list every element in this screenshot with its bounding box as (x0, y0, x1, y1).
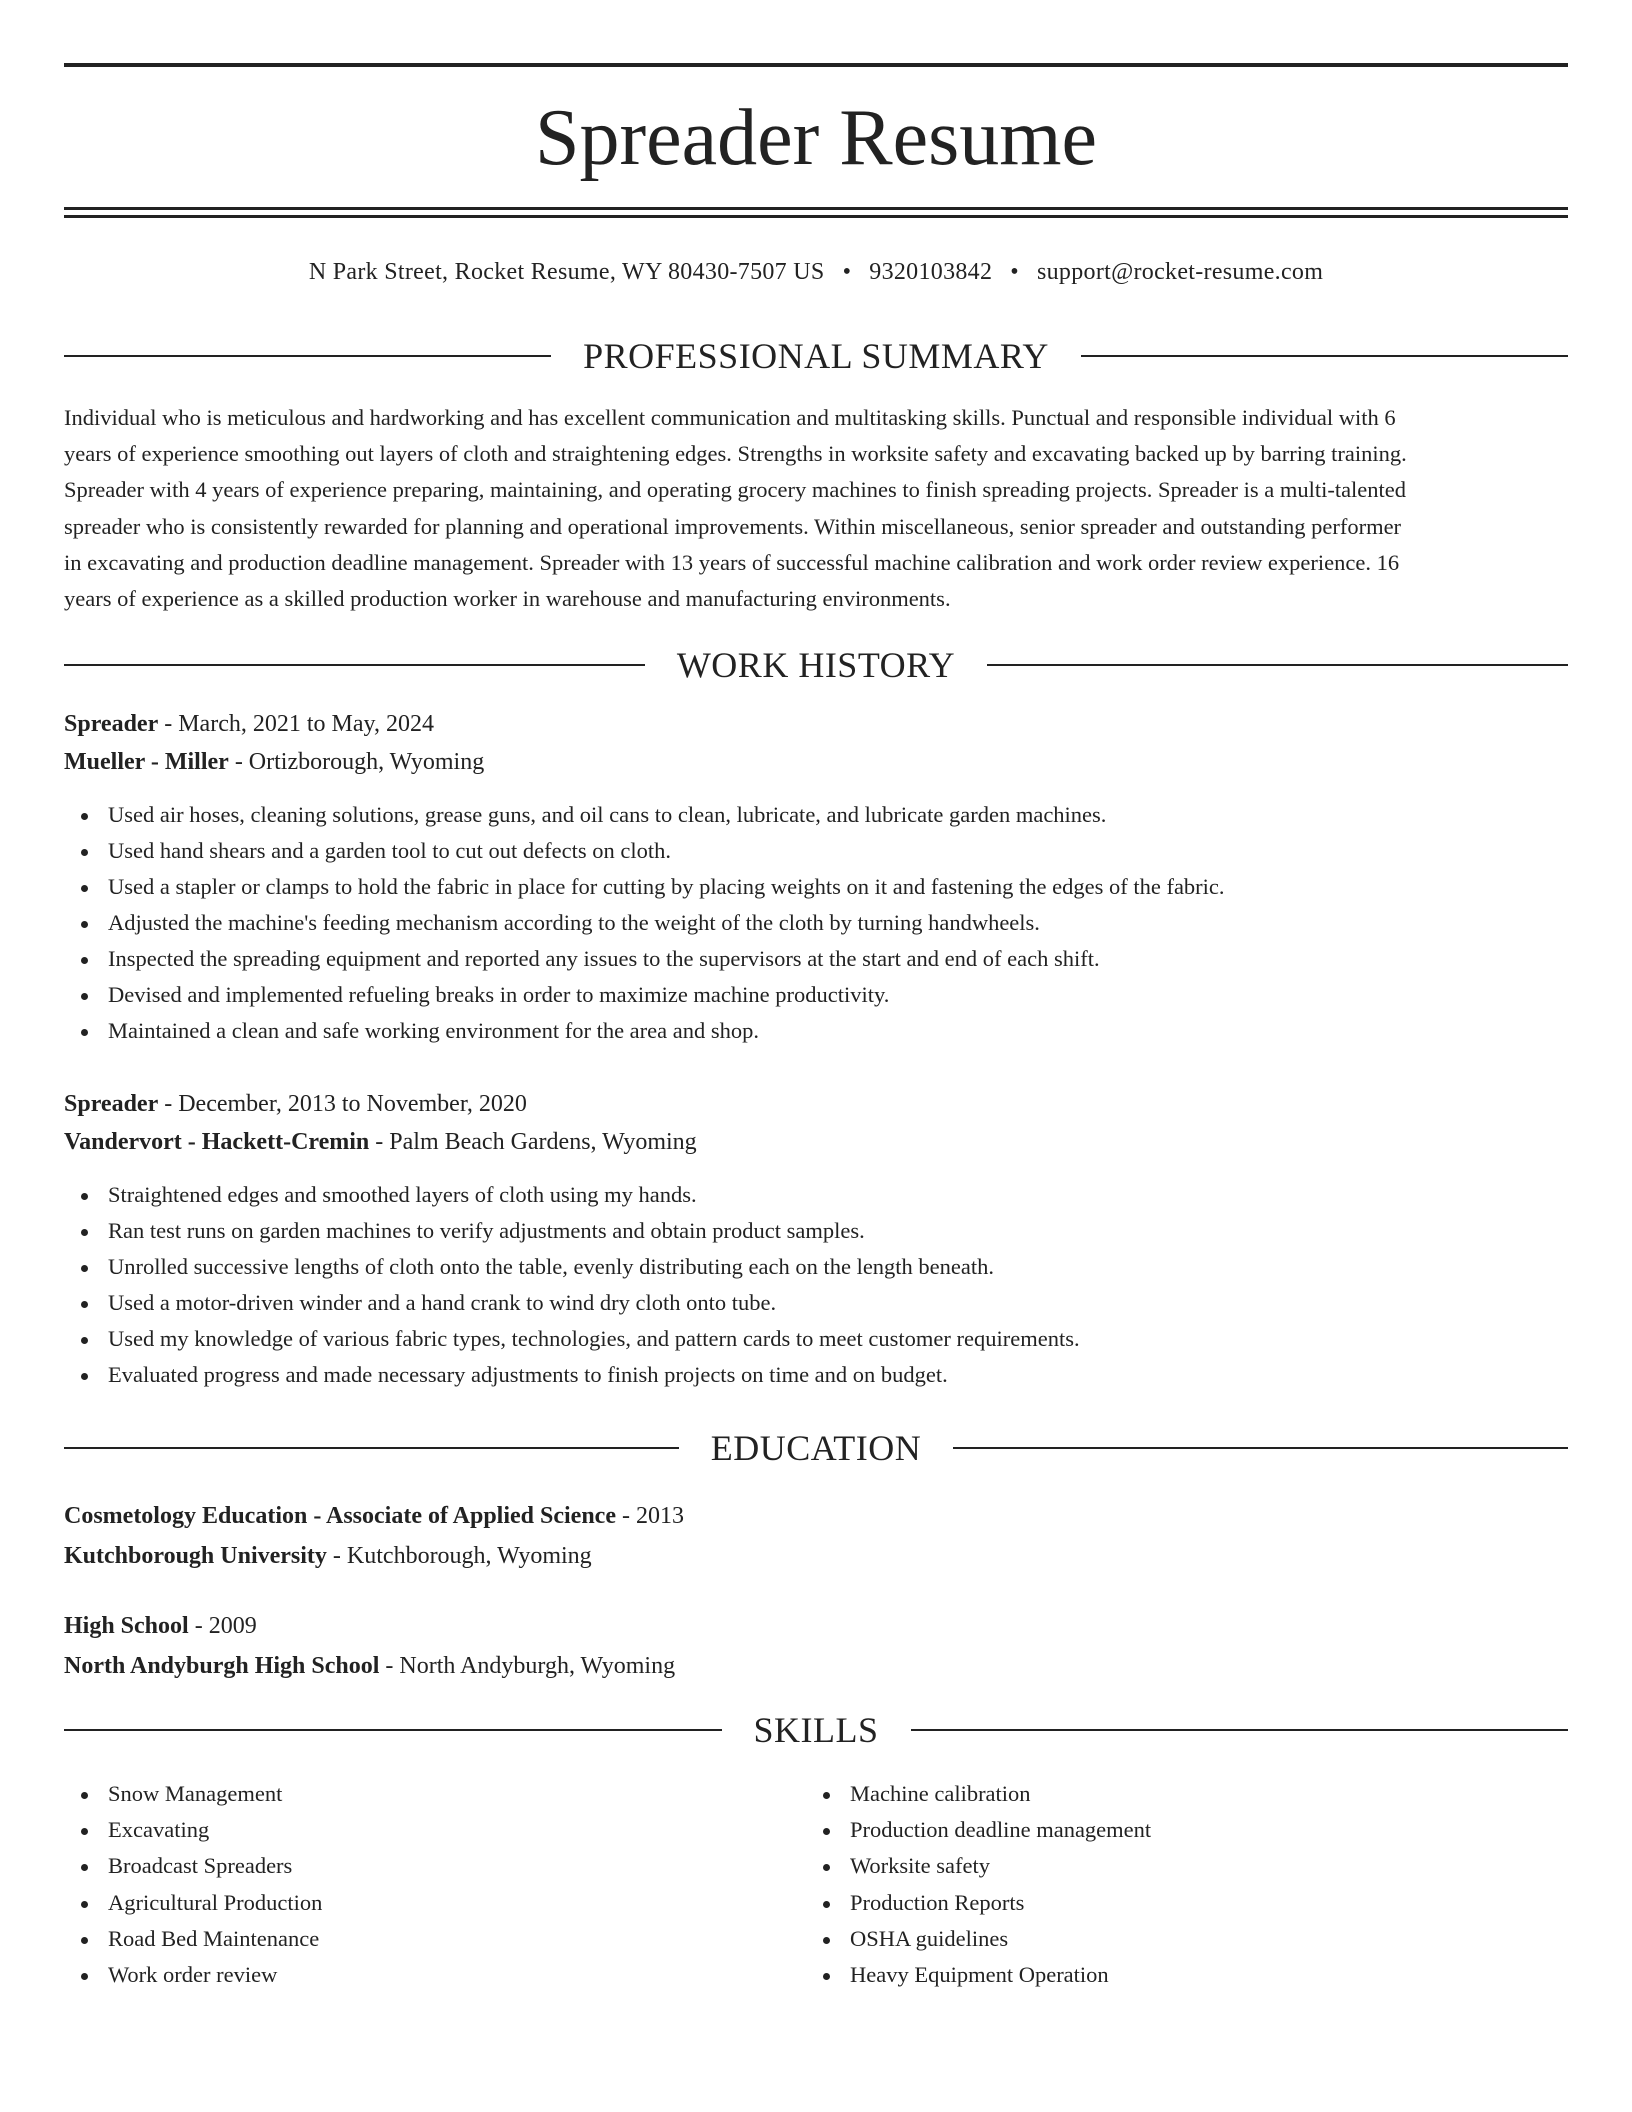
summary-line: Individual who is meticulous and hardworking and has excellent communication and multitasking skills. Punctual and responsible individual with 6 (64, 405, 1396, 430)
list-item: Used air hoses, cleaning solutions, grease guns, and oil cans to clean, lubricate, and lubricate garden machines. (64, 797, 1568, 833)
skills-list-left (64, 1776, 804, 1993)
contact-phone: 9320103842 (869, 259, 993, 285)
education-year: - 2009 (188, 1613, 257, 1639)
job-company: Vandervort - Hackett-Cremin (64, 1129, 370, 1155)
education-degree: Cosmetology Education - Associate of Applied Science (64, 1503, 616, 1529)
header-top-rule (64, 63, 1568, 67)
skills-list-right (806, 1776, 1546, 1993)
list-item: Inspected the spreading equipment and reported any issues to the supervisors at the start and end of each shift. (64, 941, 1568, 977)
job-header (64, 1085, 1568, 1161)
list-item: Used a motor-driven winder and a hand crank to wind dry cloth onto tube. (64, 1285, 1568, 1321)
section-title: EDUCATION (710, 1428, 922, 1468)
summary-paragraph (64, 400, 1568, 617)
skill-item: Machine calibration (806, 1776, 1546, 1812)
summary-line: in excavating and production deadline management. Spreader with 13 years of successful machine calibration and work order review experience. 16 (64, 549, 1400, 575)
contact-separator: • (842, 259, 852, 285)
education-location: - North Andyburgh, Wyoming (379, 1653, 676, 1679)
summary-line: spreader who is consistently rewarded for planning and operational improvements. Within miscellaneous, senior spreader and outstanding performer (64, 513, 1402, 539)
list-item: Adjusted the machine's feeding mechanism according to the weight of the cloth by turning handwheels. (64, 905, 1568, 941)
contact-address: N Park Street, Rocket Resume, WY 80430-7507 US (308, 259, 825, 285)
skill-item: OSHA guidelines (806, 1921, 1546, 1957)
job-duties-list (64, 797, 1568, 1049)
skill-item: Snow Management (64, 1776, 804, 1812)
skill-item: Production Reports (806, 1885, 1546, 1921)
list-item: Devised and implemented refueling breaks in order to maximize machine productivity. (64, 977, 1568, 1013)
education-entry (64, 1496, 1568, 1576)
skill-item: Excavating (64, 1812, 804, 1848)
skill-item: Worksite safety (806, 1848, 1546, 1884)
contact-separator: • (1010, 259, 1019, 285)
contact-email: support@rocket-resume.com (1036, 259, 1324, 285)
section-title: SKILLS (753, 1710, 879, 1750)
skill-item: Heavy Equipment Operation (806, 1957, 1546, 1993)
job-dates: - December, 2013 to November, 2020 (158, 1091, 527, 1117)
list-item: Used hand shears and a garden tool to cut out defects on cloth. (64, 833, 1568, 869)
list-item: Used a stapler or clamps to hold the fabric in place for cutting by placing weights on it and fastening the edges of the fabric. (64, 869, 1568, 905)
heading-rule (987, 664, 1568, 666)
summary-line: years of experience smoothing out layers of cloth and straightening edges. Strengths in worksite safety and excavating backed up by barring training. (64, 441, 1407, 467)
heading-rule (64, 1729, 722, 1731)
job-location: - Palm Beach Gardens, Wyoming (369, 1129, 697, 1155)
list-item: Maintained a clean and safe working environment for the area and shop. (64, 1013, 1568, 1049)
education-school: North Andyburgh High School (64, 1653, 380, 1679)
job-title: Spreader (64, 711, 159, 737)
job-duties-list (64, 1177, 1568, 1393)
job-title: Spreader (64, 1091, 159, 1117)
heading-rule (911, 1729, 1569, 1731)
heading-rule (64, 664, 645, 666)
skill-item: Production deadline management (806, 1812, 1546, 1848)
list-item: Evaluated progress and made necessary adjustments to finish projects on time and on budget. (64, 1357, 1568, 1393)
section-title: PROFESSIONAL SUMMARY (583, 336, 1049, 376)
summary-line: years of experience as a skilled production worker in warehouse and manufacturing environments. (64, 586, 951, 612)
list-item: Unrolled successive lengths of cloth onto the table, evenly distributing each on the length beneath. (64, 1249, 1568, 1285)
education-school: Kutchborough University (64, 1543, 327, 1569)
section-heading-education (64, 1428, 1568, 1468)
header-double-rule (64, 207, 1568, 218)
skill-item: Broadcast Spreaders (64, 1848, 804, 1884)
job-dates: - March, 2021 to May, 2024 (158, 711, 434, 737)
job-company: Mueller - Miller (64, 749, 229, 775)
heading-rule (953, 1447, 1568, 1449)
section-title: WORK HISTORY (676, 645, 956, 685)
education-location: - Kutchborough, Wyoming (326, 1543, 592, 1569)
section-heading-work-history (64, 645, 1568, 685)
list-item: Straightened edges and smoothed layers of cloth using my hands. (64, 1177, 1568, 1213)
skill-item: Road Bed Maintenance (64, 1921, 804, 1957)
education-degree: High School (64, 1613, 189, 1639)
job-location: - Ortizborough, Wyoming (228, 749, 485, 775)
list-item: Ran test runs on garden machines to verify adjustments and obtain product samples. (64, 1213, 1568, 1249)
summary-line: Spreader with 4 years of experience preparing, maintaining, and operating grocery machines to finish spreading projects. Spreader is a multi-talented (64, 477, 1407, 503)
job-header (64, 705, 1568, 781)
heading-rule (64, 1447, 679, 1449)
contact-line (64, 255, 1568, 289)
section-heading-summary (64, 336, 1568, 376)
heading-rule (1081, 355, 1568, 357)
list-item: Used my knowledge of various fabric types, technologies, and pattern cards to meet customer requirements. (64, 1321, 1568, 1357)
heading-rule (64, 355, 551, 357)
education-entry (64, 1606, 1568, 1686)
skill-item: Agricultural Production (64, 1885, 804, 1921)
skill-item: Work order review (64, 1957, 804, 1993)
page-title: Spreader Resume (534, 94, 1098, 182)
education-year: - 2013 (616, 1503, 684, 1529)
section-heading-skills (64, 1710, 1568, 1750)
